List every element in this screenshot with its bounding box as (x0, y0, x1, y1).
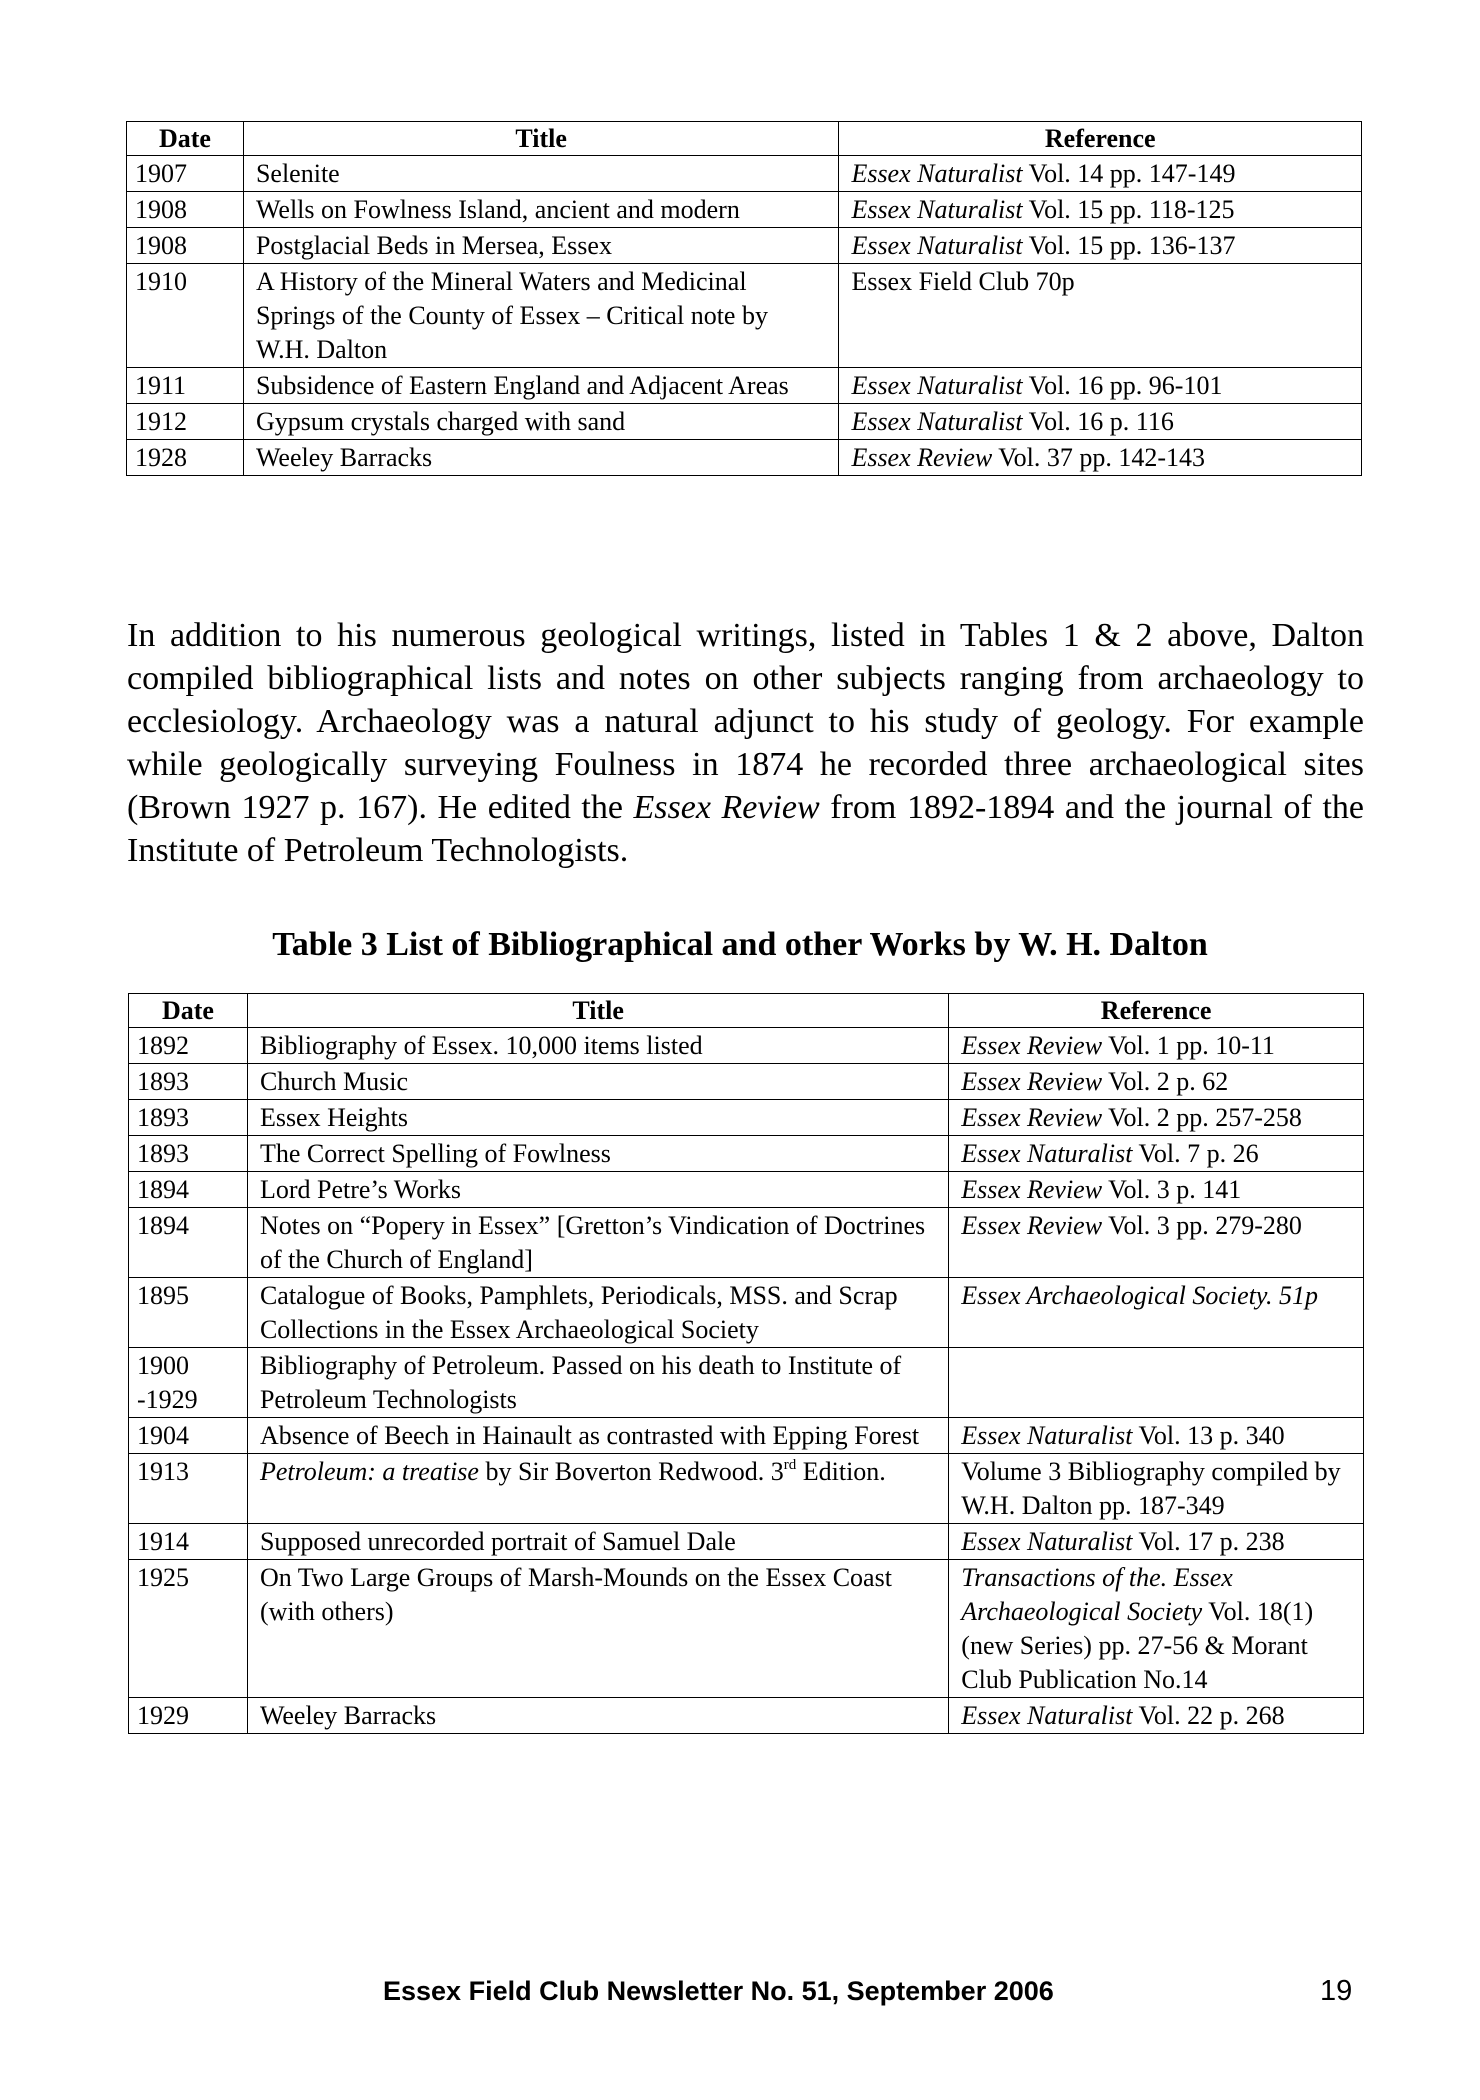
date-cell: 1892 (129, 1028, 248, 1064)
date-cell: 1929 (129, 1698, 248, 1734)
reference-cell (839, 156, 1362, 192)
reference-journal: Essex Naturalist (961, 1421, 1133, 1450)
column-header-date: Date (127, 122, 244, 156)
date-cell: 1913 (129, 1454, 248, 1524)
table-row (129, 1100, 1364, 1136)
reference-cell (839, 368, 1362, 404)
reference-journal: Essex Naturalist (851, 195, 1023, 224)
reference-journal: Essex Review (961, 1175, 1103, 1204)
table-2 (126, 121, 1362, 476)
reference-cell (949, 1524, 1364, 1560)
date-cell: 1911 (127, 368, 244, 404)
date-cell: 1900 -1929 (129, 1348, 248, 1418)
date-cell: 1894 (129, 1172, 248, 1208)
column-header-reference: Reference (839, 122, 1362, 156)
table-row (129, 1348, 1364, 1418)
title-text-end: Edition. (796, 1457, 886, 1486)
reference-detail: Vol. 3 pp. 279-280 (1102, 1211, 1302, 1240)
title-cell: Bibliography of Essex. 10,000 items listed (247, 1028, 948, 1064)
title-cell: Bibliography of Petroleum. Passed on his death to Institute of Petroleum Technologists (247, 1348, 948, 1418)
table-row (127, 156, 1362, 192)
ordinal-suffix: rd (783, 1457, 797, 1473)
reference-journal: Essex Naturalist (961, 1139, 1133, 1168)
title-cell: Postglacial Beds in Mersea, Essex (243, 228, 838, 264)
reference-cell (839, 264, 1362, 368)
date-cell: 1910 (127, 264, 244, 368)
table-row (129, 1172, 1364, 1208)
title-cell: Notes on “Popery in Essex” [Gretton’s Vindication of Doctrines of the Church of England] (247, 1208, 948, 1278)
footer-publication: Essex Field Club Newsletter No. 51, September 2006 (383, 1976, 1054, 2006)
date-cell: 1893 (129, 1136, 248, 1172)
reference-cell (839, 192, 1362, 228)
title-cell: Church Music (247, 1064, 948, 1100)
title-cell (247, 1454, 948, 1524)
reference-detail: Vol. 16 pp. 96-101 (1022, 371, 1223, 400)
reference-journal: Essex Review (961, 1103, 1103, 1132)
column-header-title: Title (247, 994, 948, 1028)
reference-journal: Essex Naturalist (851, 159, 1023, 188)
reference-detail: Vol. 18(1) (new Series) pp. 27-56 & Morant Club Publication No.14 (961, 1597, 1314, 1694)
reference-journal: Essex Review (851, 443, 993, 472)
page-number: 19 (1320, 1975, 1353, 2007)
title-cell: Wells on Fowlness Island, ancient and modern (243, 192, 838, 228)
table-row (129, 1418, 1364, 1454)
reference-detail: Vol. 3 p. 141 (1102, 1175, 1242, 1204)
reference-cell (949, 1348, 1364, 1418)
date-cell: 1893 (129, 1064, 248, 1100)
reference-cell (839, 440, 1362, 476)
reference-journal: Essex Review (961, 1211, 1103, 1240)
table-row (129, 1136, 1364, 1172)
reference-cell (949, 1560, 1364, 1698)
reference-cell (949, 1172, 1364, 1208)
table-row (129, 1064, 1364, 1100)
title-cell: Supposed unrecorded portrait of Samuel Dale (247, 1524, 948, 1560)
title-cell: On Two Large Groups of Marsh-Mounds on the Essex Coast (with others) (247, 1560, 948, 1698)
reference-cell (949, 1278, 1364, 1348)
table-header-row (129, 994, 1364, 1028)
reference-detail: Vol. 14 pp. 147-149 (1022, 159, 1236, 188)
title-cell: Selenite (243, 156, 838, 192)
reference-cell (949, 1208, 1364, 1278)
date-cell: 1914 (129, 1524, 248, 1560)
book-title: Petroleum: a treatise (259, 1457, 479, 1486)
reference-cell (949, 1136, 1364, 1172)
table-row (127, 368, 1362, 404)
paragraph-journal-title: Essex Review (633, 789, 820, 826)
column-header-date: Date (129, 994, 248, 1028)
reference-detail: Vol. 37 pp. 142-143 (992, 443, 1206, 472)
date-cell: 1928 (127, 440, 244, 476)
table-3 (128, 993, 1364, 1734)
title-cell: The Correct Spelling of Fowlness (247, 1136, 948, 1172)
reference-detail: Vol. 22 p. 268 (1132, 1701, 1285, 1730)
table-row (129, 1454, 1364, 1524)
reference-journal: Essex Naturalist (851, 407, 1023, 436)
reference-journal: Essex Review (961, 1067, 1103, 1096)
table-row (127, 192, 1362, 228)
reference-cell (839, 228, 1362, 264)
reference-journal: Essex Naturalist (851, 231, 1023, 260)
title-cell: Catalogue of Books, Pamphlets, Periodicals, MSS. and Scrap Collections in the Essex Archaeological Society (247, 1278, 948, 1348)
reference-journal: Essex Naturalist (961, 1527, 1133, 1556)
date-cell: 1904 (129, 1418, 248, 1454)
reference-detail: Vol. 13 p. 340 (1132, 1421, 1285, 1450)
date-cell: 1925 (129, 1560, 248, 1698)
reference-cell (949, 1064, 1364, 1100)
table-row (129, 1698, 1364, 1734)
table-row (129, 1208, 1364, 1278)
date-cell: 1893 (129, 1100, 248, 1136)
body-paragraph (127, 614, 1364, 872)
title-cell: A History of the Mineral Waters and Medicinal Springs of the County of Essex – Critical note by W.H. Dalton (243, 264, 838, 368)
table-row (129, 1028, 1364, 1064)
reference-detail: Vol. 1 pp. 10-11 (1102, 1031, 1275, 1060)
reference-detail: Vol. 7 p. 26 (1132, 1139, 1259, 1168)
reference-detail: Vol. 15 pp. 136-137 (1022, 231, 1236, 260)
table-row (127, 264, 1362, 368)
reference-journal: Essex Archaeological Society. 51p (961, 1281, 1318, 1310)
column-header-reference: Reference (949, 994, 1364, 1028)
title-text: by Sir Boverton Redwood. 3 (478, 1457, 784, 1486)
table-caption: Table 3 List of Bibliographical and other Works by W. H. Dalton (272, 926, 1208, 963)
reference-journal: Transactions of the. Essex Archaeological Society (961, 1563, 1233, 1626)
table-header-row (127, 122, 1362, 156)
date-cell: 1894 (129, 1208, 248, 1278)
table-row (129, 1278, 1364, 1348)
reference-detail: Vol. 16 p. 116 (1022, 407, 1174, 436)
reference-detail: Essex Field Club 70p (851, 267, 1075, 296)
table-row (129, 1524, 1364, 1560)
reference-journal: Essex Naturalist (851, 371, 1023, 400)
table-row (127, 440, 1362, 476)
title-cell: Essex Heights (247, 1100, 948, 1136)
date-cell: 1907 (127, 156, 244, 192)
reference-journal: Essex Naturalist (961, 1701, 1133, 1730)
reference-cell (949, 1028, 1364, 1064)
date-cell: 1908 (127, 192, 244, 228)
column-header-title: Title (243, 122, 838, 156)
reference-cell (949, 1698, 1364, 1734)
date-cell: 1895 (129, 1278, 248, 1348)
reference-detail: Vol. 17 p. 238 (1132, 1527, 1285, 1556)
table-row (127, 228, 1362, 264)
reference-journal: Essex Review (961, 1031, 1103, 1060)
reference-cell (839, 404, 1362, 440)
table-row (127, 404, 1362, 440)
title-cell: Lord Petre’s Works (247, 1172, 948, 1208)
table-row (129, 1560, 1364, 1698)
reference-cell (949, 1454, 1364, 1524)
reference-cell (949, 1100, 1364, 1136)
reference-detail: Volume 3 Bibliography compiled by W.H. Dalton pp. 187-349 (961, 1457, 1341, 1520)
title-cell: Weeley Barracks (243, 440, 838, 476)
paragraph-text: In addition to his numerous geological writings, listed in Tables 1 & 2 above, Dalton compiled bibliographical lists and notes on other subjects ranging from archaeology to ecclesiology. Archaeology was a natural adjunct to his study of geology. For example while geologically surveying Foulness in 1874 he recorded three archaeological sites (Brown 1927 p. 167). He edited the (127, 617, 1364, 826)
title-cell: Weeley Barracks (247, 1698, 948, 1734)
reference-detail: Vol. 2 pp. 257-258 (1102, 1103, 1302, 1132)
title-cell: Subsidence of Eastern England and Adjacent Areas (243, 368, 838, 404)
date-cell: 1912 (127, 404, 244, 440)
title-cell: Gypsum crystals charged with sand (243, 404, 838, 440)
reference-detail: Vol. 15 pp. 118-125 (1022, 195, 1235, 224)
title-cell: Absence of Beech in Hainault as contrasted with Epping Forest (247, 1418, 948, 1454)
reference-cell (949, 1418, 1364, 1454)
paragraph-text-end: from 1892-1894 and the journal of the Institute of Petroleum Technologists. (127, 789, 1364, 869)
reference-detail: Vol. 2 p. 62 (1102, 1067, 1229, 1096)
date-cell: 1908 (127, 228, 244, 264)
